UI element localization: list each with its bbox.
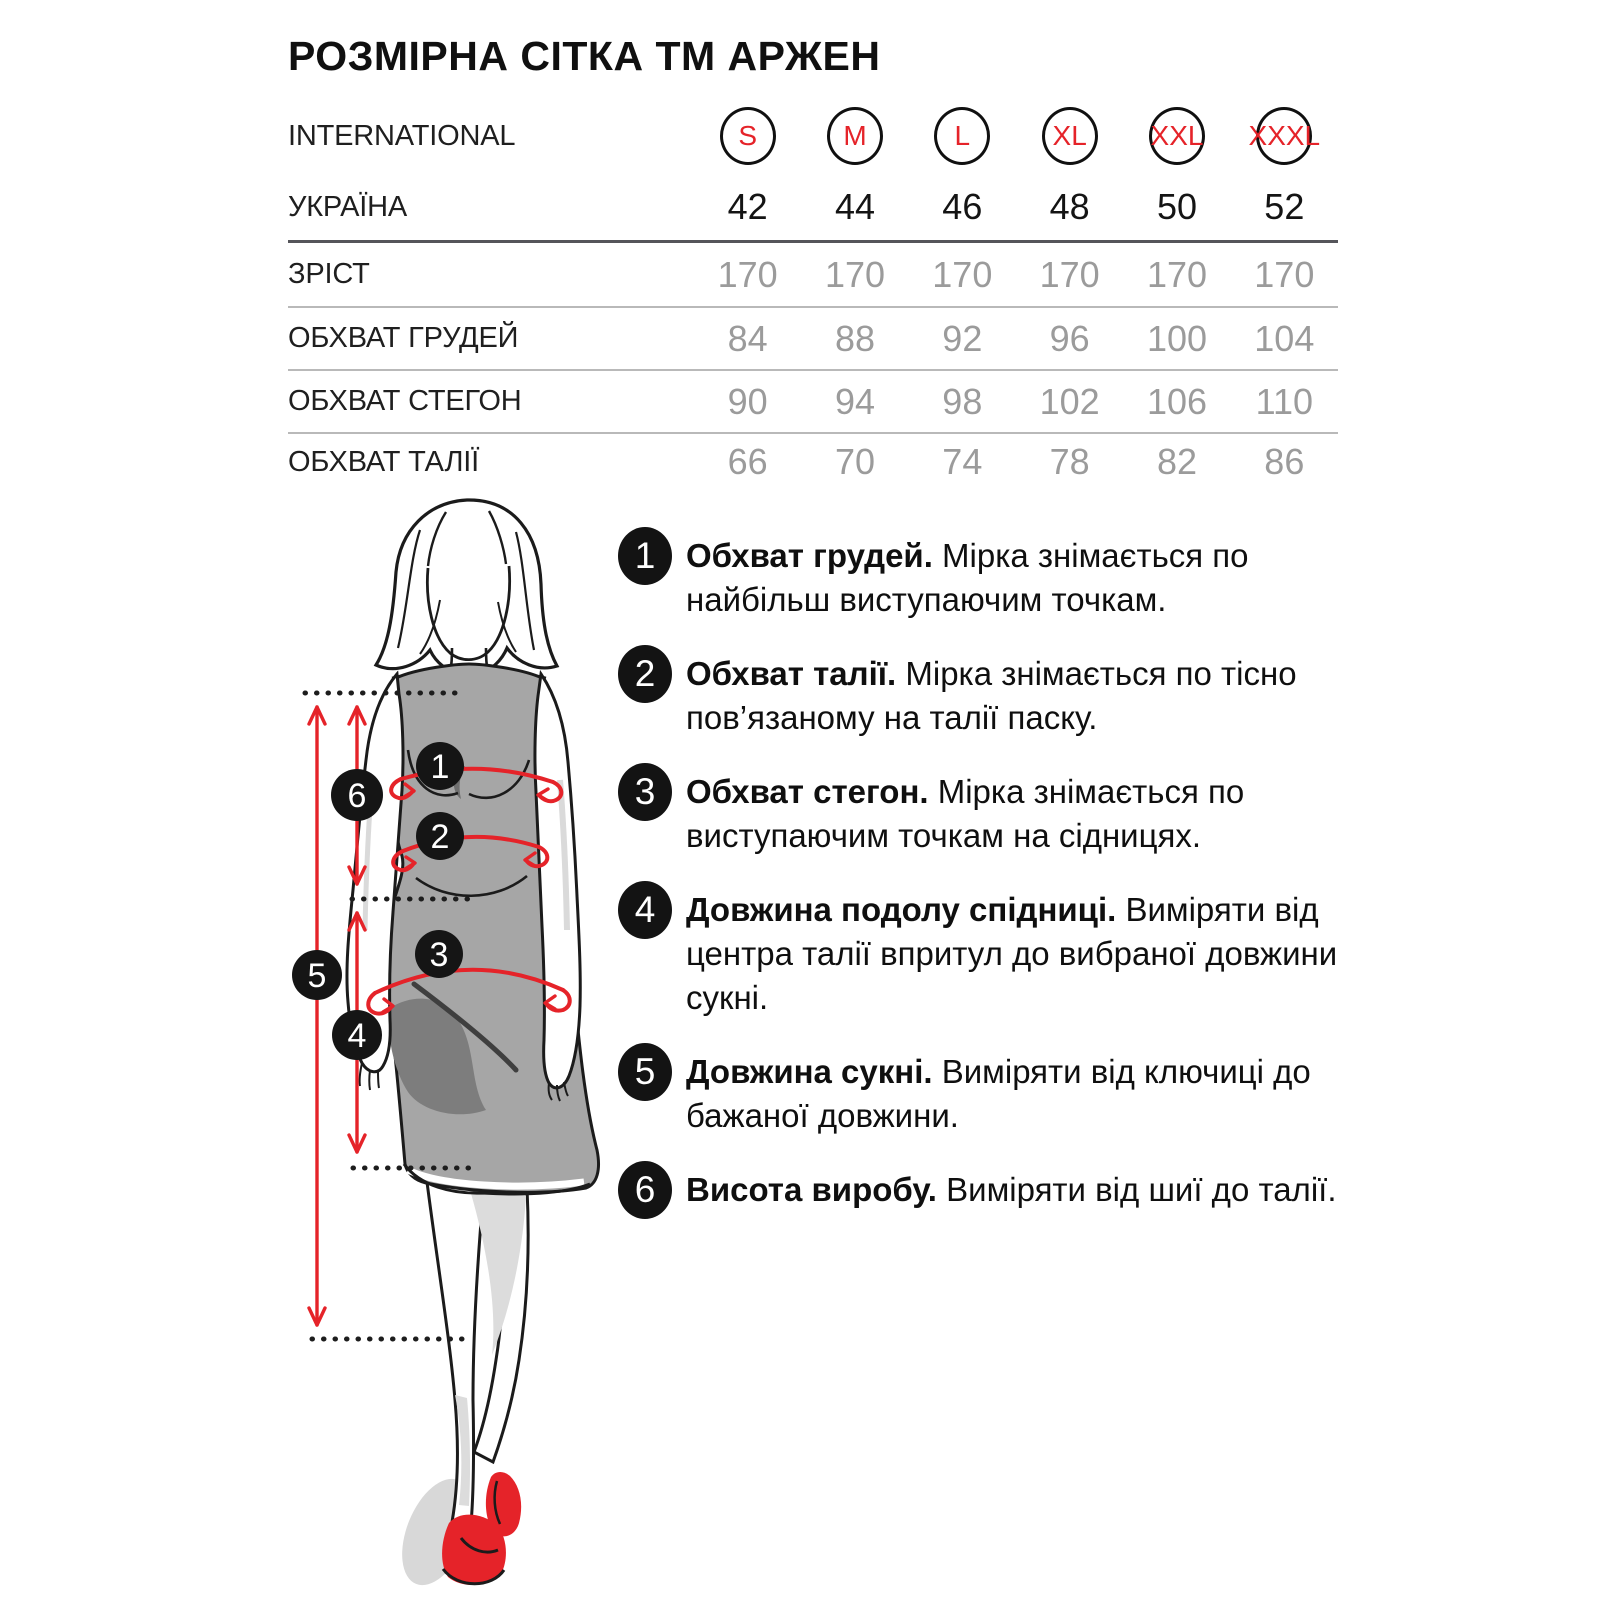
measurement-row-label: ОБХВАТ ГРУДЕЙ — [288, 322, 519, 354]
figure-marker-4-label: 4 — [347, 1017, 367, 1055]
size-badge-xxl: XXL — [1149, 107, 1205, 165]
legend-text: Висота виробу. Виміряти від шиї до талії. — [686, 1171, 1337, 1208]
legend-text: Довжина подолу спідниці. Виміряти від центра талії впритул до вибраної довжини сукні. — [686, 891, 1338, 1016]
row-label-ukraine: УКРАЇНА — [288, 190, 408, 223]
legend-number-badge: 2 — [618, 645, 672, 703]
legend-term: Висота виробу. — [686, 1171, 937, 1208]
ukraine-size-value: 46 — [942, 186, 983, 227]
ukraine-size-value: 42 — [727, 186, 768, 227]
legend-item — [618, 534, 1378, 622]
size-badge-l: L — [934, 107, 990, 165]
measurement-value: 170 — [1146, 253, 1208, 295]
measurement-value: 170 — [1254, 253, 1315, 295]
measurement-value: 90 — [727, 380, 768, 422]
size-badge-s: S — [720, 107, 776, 165]
size-cell — [909, 107, 1016, 165]
legend-number-badge: 1 — [618, 527, 672, 585]
measurement-value: 66 — [727, 441, 768, 482]
size-cell — [1123, 107, 1230, 165]
table-row-measurement — [288, 369, 1338, 432]
legend-text: Обхват грудей. Мірка знімається по найбільш виступаючим точкам. — [686, 537, 1249, 618]
page-title: РОЗМІРНА СІТКА ТМ АРЖЕН — [288, 33, 881, 79]
size-cell — [801, 107, 908, 165]
legend-term: Довжина сукні. — [686, 1053, 933, 1090]
size-badge-xl: XL — [1042, 107, 1098, 165]
measurement-row-label: ОБХВАТ ТАЛІЇ — [288, 445, 479, 478]
ukraine-size-value: 50 — [1156, 186, 1198, 227]
measurement-value: 170 — [824, 253, 886, 295]
table-row-international — [288, 98, 1338, 174]
measurement-value: 100 — [1146, 317, 1208, 359]
legend-number-badge: 4 — [618, 881, 672, 939]
measurement-value: 94 — [834, 380, 876, 422]
figure-marker-5-label: 5 — [307, 957, 327, 995]
ukraine-size-value: 44 — [834, 186, 876, 227]
legend-term: Обхват талії. — [686, 655, 897, 692]
measurement-row-label: ОБХВАТ СТЕГОН — [288, 385, 522, 417]
figure-marker-2-label: 2 — [430, 818, 450, 856]
size-badge-m: M — [827, 107, 883, 165]
table-row-measurement — [288, 240, 1338, 306]
row-label-international: INTERNATIONAL — [288, 119, 516, 152]
size-chart-figure — [270, 488, 670, 1600]
legend-number-badge: 6 — [618, 1161, 672, 1219]
legend-number-badge: 3 — [618, 763, 672, 821]
measurement-value: 106 — [1146, 380, 1208, 422]
measurement-value: 88 — [834, 317, 876, 359]
measurement-value: 170 — [1039, 253, 1100, 295]
figure-marker-6-label: 6 — [347, 777, 367, 815]
measurement-value: 104 — [1254, 317, 1315, 359]
legend-term: Обхват стегон. — [686, 773, 929, 810]
woman-figure-illustration — [347, 500, 599, 1595]
size-cell — [694, 107, 801, 165]
measurement-row-label: ЗРІСТ — [288, 258, 370, 290]
legend-list — [618, 534, 1378, 1249]
measurement-value: 102 — [1039, 380, 1100, 422]
measurement-value: 70 — [834, 441, 876, 482]
figure-marker-3-label: 3 — [429, 936, 449, 974]
legend-item — [618, 1168, 1378, 1219]
measurement-value: 96 — [1049, 317, 1090, 359]
size-cell — [1231, 107, 1338, 165]
measurement-value: 82 — [1156, 441, 1198, 482]
ukraine-size-value: 52 — [1264, 186, 1305, 227]
measurement-value: 86 — [1264, 441, 1305, 482]
size-cell — [1016, 107, 1123, 165]
legend-term: Довжина подолу спідниці. — [686, 891, 1117, 928]
ukraine-size-value: 48 — [1049, 186, 1090, 227]
table-row-measurement — [288, 432, 1338, 490]
measurement-value: 78 — [1049, 441, 1090, 482]
legend-term: Обхват грудей. — [686, 537, 933, 574]
measurement-value: 110 — [1255, 380, 1314, 422]
table-row-ukraine — [288, 174, 1338, 240]
legend-number-badge: 5 — [618, 1043, 672, 1101]
size-badge-xxxl: XXXL — [1256, 107, 1312, 165]
legend-item — [618, 652, 1378, 740]
legend-text: Довжина сукні. Виміряти від ключиці до бажаної довжини. — [686, 1053, 1311, 1134]
measurement-value: 74 — [942, 441, 983, 482]
measurement-value: 170 — [932, 253, 993, 295]
measurement-value: 84 — [727, 317, 768, 359]
figure-marker-1-label: 1 — [430, 748, 450, 786]
legend-item — [618, 1050, 1378, 1138]
legend-item — [618, 770, 1378, 858]
measurement-value: 92 — [942, 317, 983, 359]
size-table — [288, 98, 1338, 490]
legend-text: Обхват стегон. Мірка знімається по виступаючим точкам на сідницях. — [686, 773, 1245, 854]
measurement-value: 170 — [717, 253, 778, 295]
legend-item — [618, 888, 1378, 1020]
table-row-measurement — [288, 306, 1338, 369]
measurement-value: 98 — [942, 380, 983, 422]
legend-text: Обхват талії. Мірка знімається по тісно пов’язаному на талії паску. — [686, 655, 1297, 736]
